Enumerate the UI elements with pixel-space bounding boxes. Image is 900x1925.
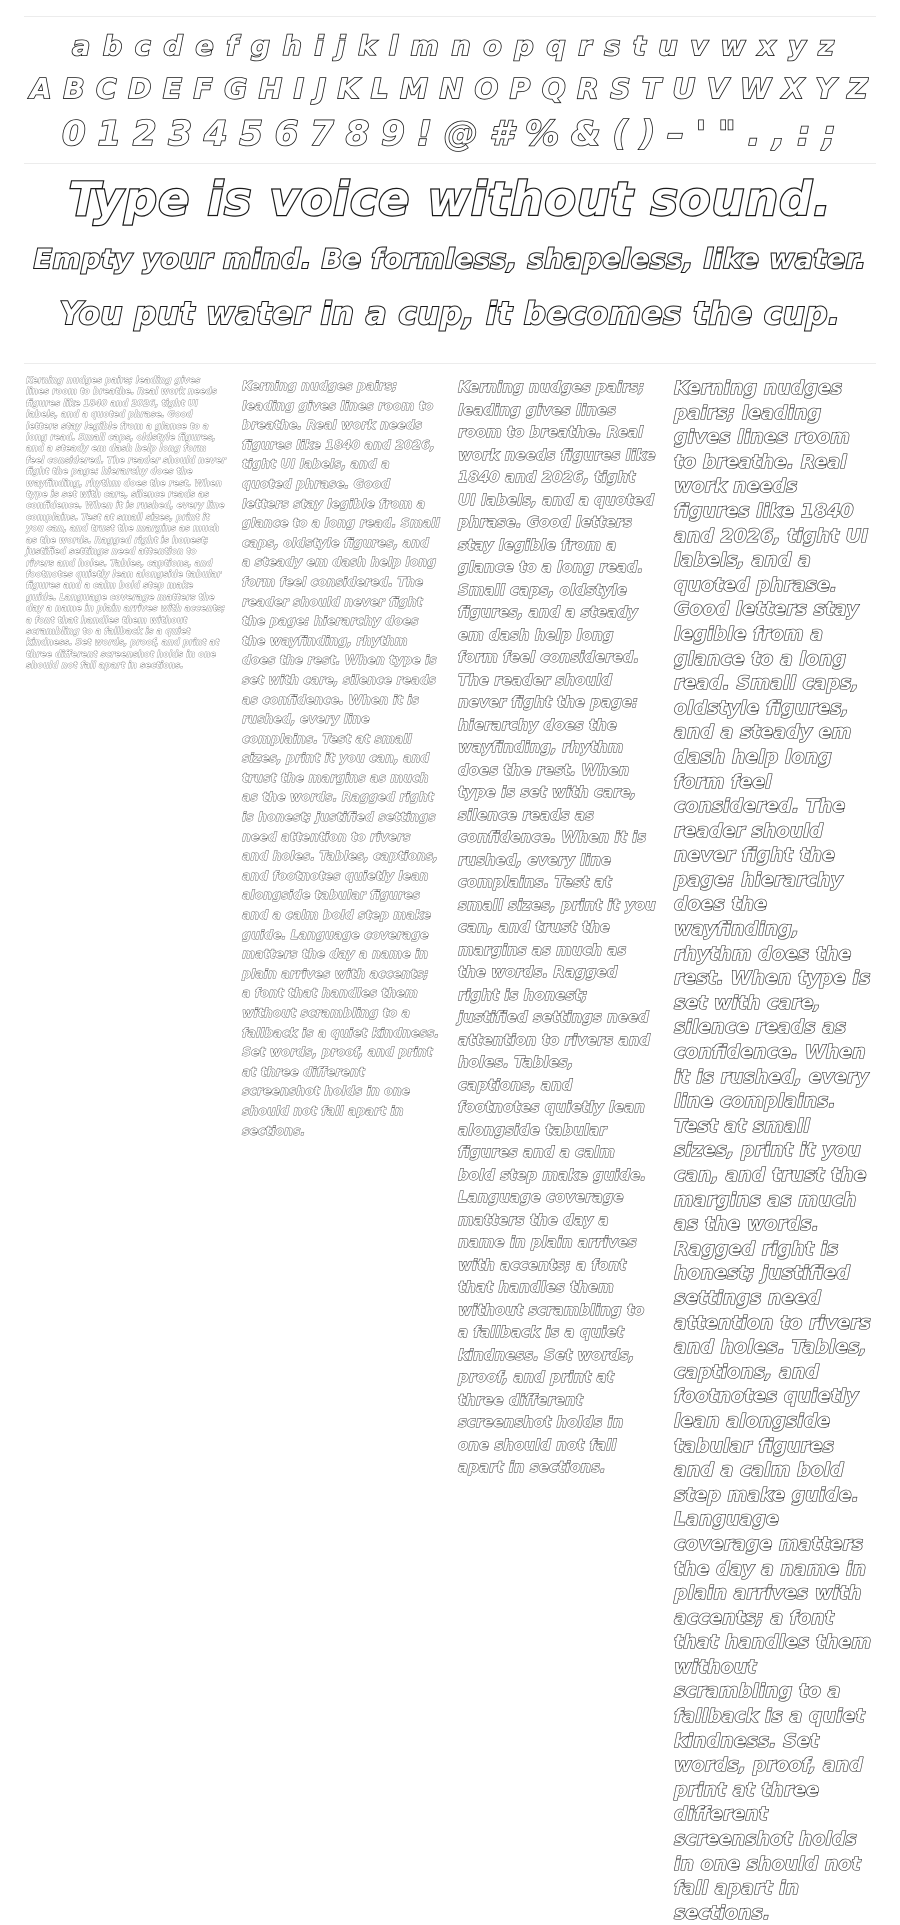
figure-glyph: . [747, 114, 761, 154]
uppercase-glyph: Q [541, 71, 566, 105]
figure-glyph: : [796, 114, 811, 154]
body-text-column-tiny: Kerning nudges pairs; leading gives lines room to breathe. Real work needs figures like 1840 and 2026, tight UI labels, and a quoted phrase. Good letters stay legible from a glance to a long read. Small caps, oldstyle figures, and a steady em dash help long form feel considered. The reader should never fight the page: hierarchy does the wayfinding, rhythm does the rest. When type is set with care, silence reads as confidence. When it is rushed, every line complains. Test at small sizes, print it you can, and trust the margins as much as the words. Ragged right is honest; justified settings need attention to rivers and holes. Tables, captions, and footnotes quietly lean alongside tabular figures and a calm bold step make guide. Language coverage matters the day a name in plain arrives with accents; a font that handles them without scrambling to a fallback is a quiet kindness. Set words, proof, and print at three different screenshot holds in one should not fall apart in sections. [26, 376, 226, 672]
figure-glyph: % [525, 114, 560, 154]
figure-glyph: ; [822, 114, 836, 154]
uppercase-glyph: L [370, 71, 389, 105]
lowercase-glyph: a [72, 30, 91, 62]
lowercase-glyph: f [226, 30, 239, 62]
uppercase-glyph: F [193, 71, 213, 105]
figure-glyph: 5 [239, 114, 263, 154]
uppercase-glyph-row [24, 68, 876, 108]
lowercase-glyph: w [720, 30, 746, 62]
lowercase-glyph: c [134, 30, 151, 62]
uppercase-glyph: J [315, 71, 327, 105]
figure-glyph: – [667, 114, 685, 154]
uppercase-glyph: N [439, 71, 463, 105]
lowercase-glyph: z [818, 30, 834, 62]
lowercase-glyph: m [410, 30, 439, 62]
figure-glyph: ! [416, 114, 433, 154]
display-line-medium: Empty your mind. Be formless, shapeless, like water. [33, 244, 867, 275]
figure-glyph: 0 [62, 114, 86, 154]
figure-glyph: & [570, 114, 601, 154]
lowercase-glyph: j [336, 30, 346, 62]
lowercase-glyph: t [632, 30, 646, 62]
figure-glyph: 8 [345, 114, 370, 154]
lowercase-glyph: x [758, 30, 776, 62]
uppercase-glyph: G [224, 71, 248, 105]
figure-glyph: 4 [203, 114, 228, 154]
uppercase-glyph: V [706, 71, 729, 105]
uppercase-glyph: H [258, 71, 283, 105]
lowercase-glyph-row [24, 28, 876, 64]
lowercase-glyph: r [578, 30, 592, 62]
figure-glyph: ) [639, 114, 656, 154]
display-line-large: Type is voice without sound. [68, 172, 832, 226]
figure-glyph: # [489, 114, 514, 154]
display-line-medium-2: You put water in a cup, it becomes the cup. [59, 296, 841, 332]
uppercase-glyph: I [293, 71, 305, 105]
lowercase-glyph: n [451, 30, 471, 62]
figure-glyph: " [718, 114, 736, 154]
lowercase-glyph: e [195, 30, 214, 62]
figure-glyph: 2 [132, 114, 157, 154]
figure-glyph: ' [695, 114, 707, 154]
glyph-section-divider [24, 163, 876, 164]
figure-glyph: ( [612, 114, 628, 154]
uppercase-glyph: C [96, 71, 117, 105]
uppercase-glyph: O [474, 71, 499, 105]
uppercase-glyph: X [782, 71, 804, 105]
lowercase-glyph: v [690, 30, 708, 62]
uppercase-glyph: A [30, 71, 52, 105]
uppercase-glyph: P [509, 71, 531, 105]
lowercase-glyph: p [514, 30, 534, 62]
uppercase-glyph: Z [847, 71, 868, 105]
uppercase-glyph: U [672, 71, 696, 105]
body-text-column-large: Kerning nudges pairs; leading gives lines room to breathe. Real work needs figures like 1840 and 2026, tight UI labels, and a quoted phrase. Good letters stay legible from a glance to a long read. Small caps, oldstyle figures, and a steady em dash help long form feel considered. The reader should never fight the page: hierarchy does the wayfinding, rhythm does the rest. When type is set with care, silence reads as confidence. When it is rushed, every line complains. Test at small sizes, print it you can, and trust the margins as much as the words. Ragged right is honest; justified settings need attention to rivers and holes. Tables, captions, and footnotes quietly lean alongside tabular figures and a calm bold step make guide. Language coverage matters the day a name in plain arrives with accents; a font that handles them without scrambling to a fallback is a quiet kindness. Set words, proof, and print at three different screenshot holds in one should not fall apart in sections. [674, 377, 872, 1924]
lowercase-glyph: h [282, 30, 302, 62]
display-section-divider [24, 363, 876, 364]
lowercase-glyph: d [163, 30, 183, 62]
figure-glyph: 1 [97, 114, 122, 154]
figure-glyph: @ [443, 114, 478, 154]
lowercase-glyph: y [788, 30, 806, 62]
uppercase-glyph: E [162, 71, 183, 105]
body-text-column-medium: Kerning nudges pairs; leading gives lines room to breathe. Real work needs figures like 1840 and 2026, tight UI labels, and a quoted phrase. Good letters stay legible from a glance to a long read. Small caps, oldstyle figures, and a steady em dash help long form feel considered. The reader should never fight the page: hierarchy does the wayfinding, rhythm does the rest. When type is set with care, silence reads as confidence. When it is rushed, every line complains. Test at small sizes, print it you can, and trust the margins as much as the words. Ragged right is honest; justified settings need attention to rivers and holes. Tables, captions, and footnotes quietly lean alongside tabular figures and a calm bold step make guide. Language coverage matters the day a name in plain arrives with accents; a font that handles them without scrambling to a fallback is a quiet kindness. Set words, proof, and print at three different screenshot holds in one should not fall apart in sections. [458, 378, 656, 1476]
top-divider [24, 16, 876, 17]
figure-glyph: , [772, 114, 786, 154]
figures-punctuation-row [24, 110, 876, 158]
uppercase-glyph: S [610, 71, 631, 105]
uppercase-glyph: W [740, 71, 771, 105]
figure-glyph: 7 [310, 114, 334, 154]
uppercase-glyph: Y [815, 71, 836, 105]
body-text-column-small: Kerning nudges pairs; leading gives lines room to breathe. Real work needs figures like 1840 and 2026, tight UI labels, and a quoted phrase. Good letters stay legible from a glance to a long read. Small caps, oldstyle figures, and a steady em dash help long form feel considered. The reader should never fight the page: hierarchy does the wayfinding, rhythm does the rest. When type is set with care, silence reads as confidence. When it is rushed, every line complains. Test at small sizes, print it you can, and trust the margins as much as the words. Ragged right is honest; justified settings need attention to rivers and holes. Tables, captions, and footnotes quietly lean alongside tabular figures and a calm bold step make guide. Language coverage matters the day a name in plain arrives with accents; a font that handles them without scrambling to a fallback is a quiet kindness. Set words, proof, and print at three different screenshot holds in one should not fall apart in sections. [242, 378, 440, 1138]
figure-glyph: 6 [274, 114, 299, 154]
lowercase-glyph: g [250, 30, 270, 62]
lowercase-glyph: q [546, 30, 566, 62]
uppercase-glyph: T [641, 71, 662, 105]
uppercase-glyph: B [63, 71, 85, 105]
uppercase-glyph: K [337, 71, 360, 105]
lowercase-glyph: s [604, 30, 621, 62]
lowercase-glyph: b [102, 30, 123, 62]
figure-glyph: 9 [381, 114, 405, 154]
lowercase-glyph: u [658, 30, 678, 62]
lowercase-glyph: l [388, 30, 398, 62]
figure-glyph: 3 [168, 114, 193, 154]
lowercase-glyph: k [358, 30, 377, 62]
uppercase-glyph: D [128, 71, 152, 105]
uppercase-glyph: R [577, 71, 599, 105]
uppercase-glyph: M [400, 71, 428, 105]
lowercase-glyph: i [314, 30, 324, 62]
lowercase-glyph: o [483, 30, 502, 62]
